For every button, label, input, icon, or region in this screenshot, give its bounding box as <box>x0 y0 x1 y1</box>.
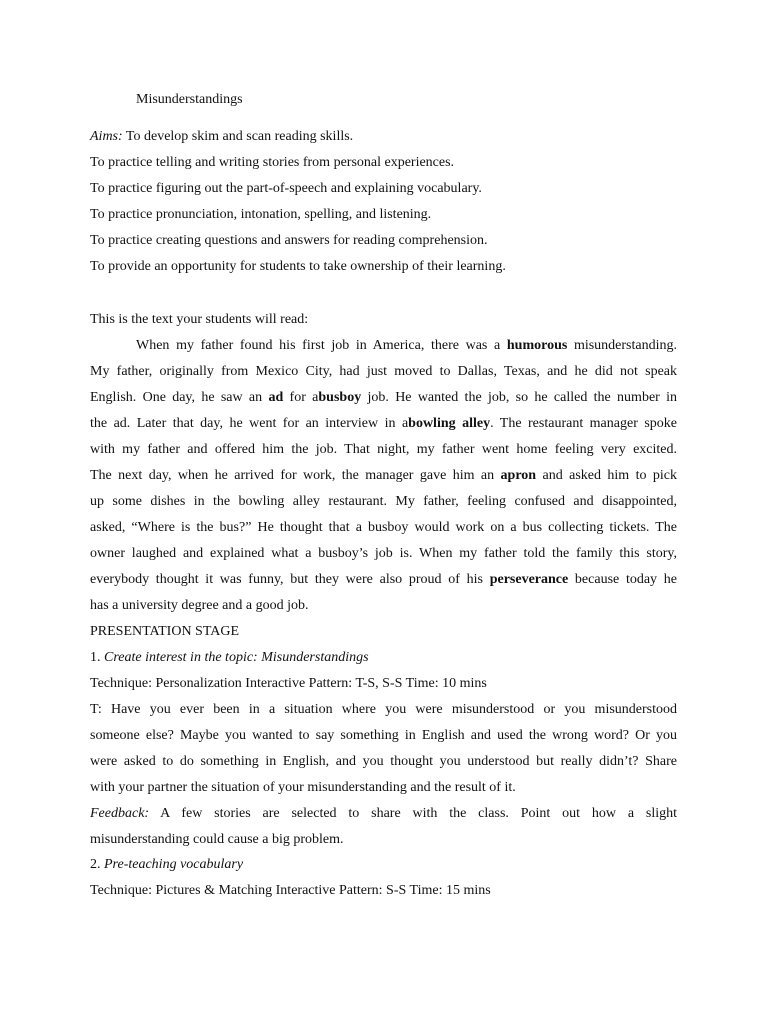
story-line-4: the ad. Later that day, he went for an interview in abowling alley. The restaurant manager spoke <box>90 416 677 431</box>
feedback-line-1: Feedback: A few stories are selected to share with the class. Point out how a slight <box>90 806 677 821</box>
story-line-3: English. One day, he saw an ad for abusboy job. He wanted the job, so he called the number in <box>90 390 678 405</box>
story-line-5: with my father and offered him the job. That night, my father went home feeling very excited. <box>90 442 677 457</box>
story-line-9: owner laughed and explained what a busboy’s job is. When my father told the family this story, <box>90 546 677 561</box>
story-line-10: everybody thought it was funny, but they were also proud of his perseverance because today he <box>90 572 677 587</box>
feedback-line-2: misunderstanding could cause a big problem. <box>90 832 344 847</box>
story-line-11: has a university degree and a good job. <box>90 598 309 613</box>
aims-line-4: To practice pronunciation, intonation, spelling, and listening. <box>90 207 432 222</box>
feedback-label: Feedback: <box>90 806 150 821</box>
step-2-heading: 2. Pre-teaching vocabulary <box>90 857 244 872</box>
teacher-line-2: someone else? Maybe you wanted to say something in English and used the wrong word? Or you <box>90 728 677 743</box>
document-title: Misunderstandings <box>136 92 243 107</box>
aims-line-6: To provide an opportunity for students to take ownership of their learning. <box>90 259 506 274</box>
story-line-1: When my father found his first job in America, there was a humorous misunderstanding. <box>136 338 677 353</box>
aims-line-5: To practice creating questions and answers for reading comprehension. <box>90 233 488 248</box>
teacher-line-3: were asked to do something in English, and you thought you understood but really didn’t? Share <box>90 754 677 769</box>
step-1-technique: Technique: Personalization Interactive Pattern: T-S, S-S Time: 10 mins <box>90 676 487 691</box>
aims-line-1: Aims: To develop skim and scan reading skills. <box>90 129 354 144</box>
section-heading: PRESENTATION STAGE <box>90 624 240 639</box>
story-line-2: My father, originally from Mexico City, had just moved to Dallas, Texas, and he did not speak <box>90 364 677 379</box>
aims-line-2: To practice telling and writing stories from personal experiences. <box>90 155 455 170</box>
teacher-line-1: T: Have you ever been in a situation where you were misunderstood or you misunderstood <box>90 702 677 717</box>
story-line-6: The next day, when he arrived for work, the manager gave him an apron and asked him to pick <box>90 468 677 483</box>
story-line-7: up some dishes in the bowling alley restaurant. My father, feeling confused and disappointed, <box>90 494 677 509</box>
step-1-heading: 1. Create interest in the topic: Misunderstandings <box>90 650 369 665</box>
teacher-line-4: with your partner the situation of your misunderstanding and the result of it. <box>90 780 516 795</box>
step-2-technique: Technique: Pictures & Matching Interactive Pattern: S-S Time: 15 mins <box>90 883 491 898</box>
story-line-8: asked, “Where is the bus?” He thought that a busboy would work on a bus collecting tickets. The <box>90 520 677 535</box>
aims-label: Aims: <box>90 129 123 144</box>
aims-line-3: To practice figuring out the part-of-speech and explaining vocabulary. <box>90 181 482 196</box>
intro-text: This is the text your students will read: <box>90 312 309 327</box>
